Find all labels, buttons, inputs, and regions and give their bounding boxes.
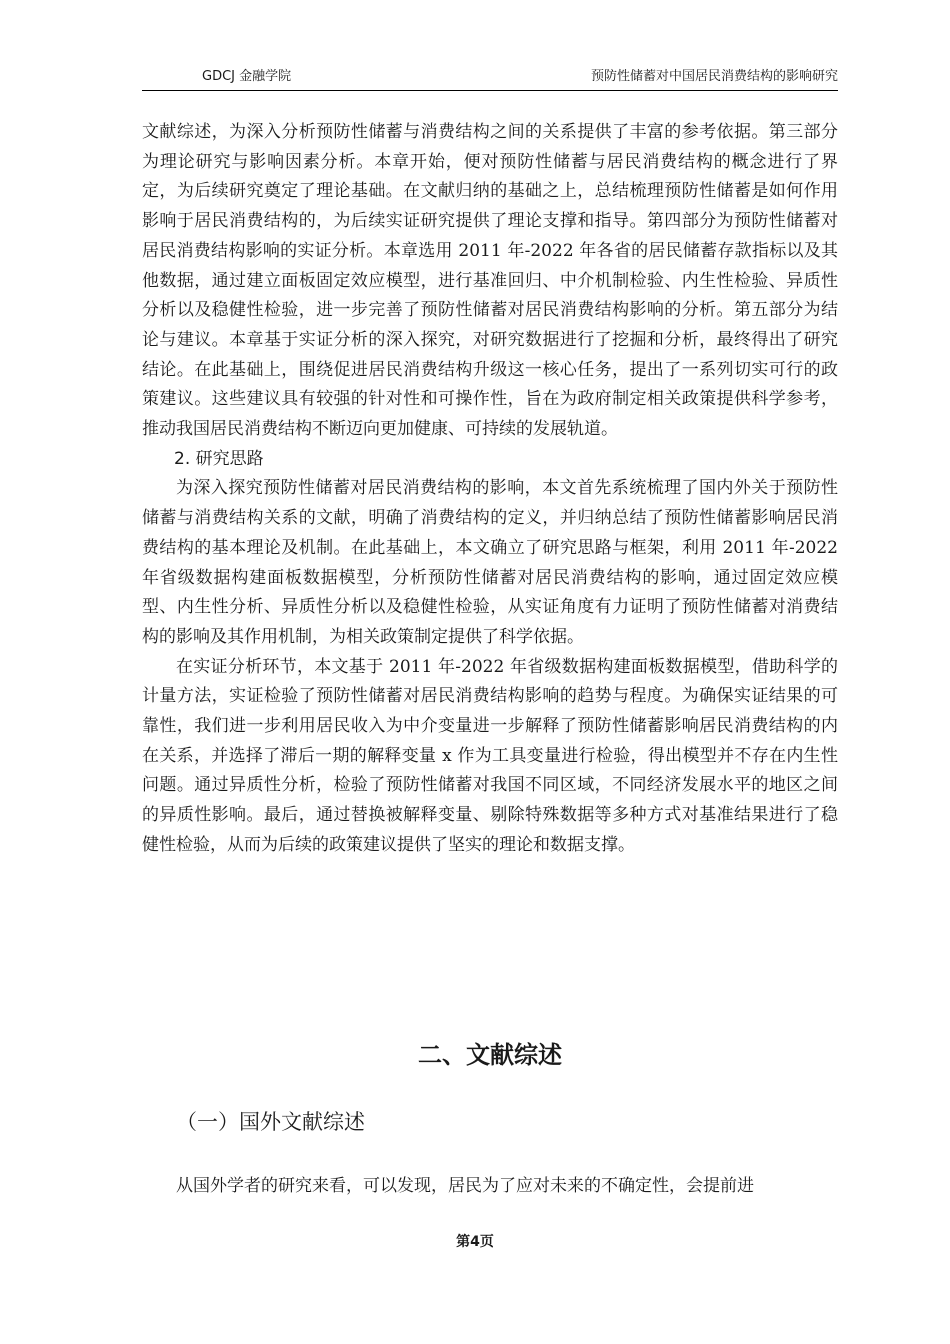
header-thesis-title: 预防性储蓄对中国居民消费结构的影响研究 bbox=[590, 69, 838, 84]
body-paragraph-1: 文献综述，为深入分析预防性储蓄与消费结构之间的关系提供了丰富的参考依据。第三部分为理论研究与影响因素分析。本章开始，便对预防性储蓄与居民消费结构的概念进行了界定，为后续研究奠定了理论基础。在文献归纳的基础之上，总结梳理预防性储蓄是如何作用影响于居民消费结构的，为后续实证研究提供了理论支撑和指导。第四部分为预防性储蓄对居民消费结构影响的实证分析。本章选用 2011 年-2022 年各省的居民储蓄存款指标以及其他数据，通过建立面板固定效应模型，进行基准回归、中介机制检验、内生性检验、异质性分析以及稳健性检验，进一步完善了预防性储蓄对居民消费结构影响的分析。第五部分为结论与建议。本章基于实证分析的深入探究，对研究数据进行了挖掘和分析，最终得出了研究结论。在此基础上，围绕促进居民消费结构升级这一核心任务，提出了一系列切实可行的政策建议。这些建议具有较强的针对性和可操作性，旨在为政府制定相关政策提供科学参考，推动我国居民消费结构不断迈向更加健康、可持续的发展轨道。 bbox=[142, 122, 838, 440]
body-paragraph-2: 为深入探究预防性储蓄对居民消费结构的影响，本文首先系统梳理了国内外关于预防性储蓄与消费结构关系的文献，明确了消费结构的定义，并归纳总结了预防性储蓄影响居民消费结构的基本理论及机制。在此基础上，本文确立了研究思路与框架，利用 2011 年-2022 年省级数据构建面板数据模型，分析预防性储蓄对居民消费结构的影响，通过固定效应模型、内生性分析、异质性分析以及稳健性检验，从实证角度有力证明了预防性储蓄对消费结构的影响及其作用机制，为相关政策制定提供了科学依据。 bbox=[142, 478, 838, 647]
page-header bbox=[142, 66, 838, 91]
section-heading: 二、文献综述 bbox=[418, 1041, 562, 1069]
page-number: 第4页 bbox=[456, 1234, 494, 1250]
subsection-heading: （一）国外文献综述 bbox=[176, 1110, 365, 1134]
body-paragraph-4: 从国外学者的研究来看，可以发现，居民为了应对未来的不确定性，会提前进 bbox=[176, 1176, 754, 1196]
subheading-research-approach: 2. 研究思路 bbox=[174, 448, 264, 469]
header-institution: GDCJ 金融学院 bbox=[202, 69, 292, 84]
body-paragraph-3: 在实证分析环节，本文基于 2011 年-2022 年省级数据构建面板数据模型，借助科学的计量方法，实证检验了预防性储蓄对居民消费结构影响的趋势与程度。为确保实证结果的可靠性，我们进一步利用居民收入为中介变量进一步解释了预防性储蓄影响居民消费结构的内在关系，并选择了滞后一期的解释变量 x 作为工具变量进行检验，得出模型并不存在内生性问题。通过异质性分析，检验了预防性储蓄对我国不同区域，不同经济发展水平的地区之间的异质性影响。最后，通过替换被解释变量、剔除特殊数据等多种方式对基准结果进行了稳健性检验，从而为后续的政策建议提供了坚实的理论和数据支撑。 bbox=[142, 656, 838, 855]
main-content bbox=[142, 118, 838, 861]
